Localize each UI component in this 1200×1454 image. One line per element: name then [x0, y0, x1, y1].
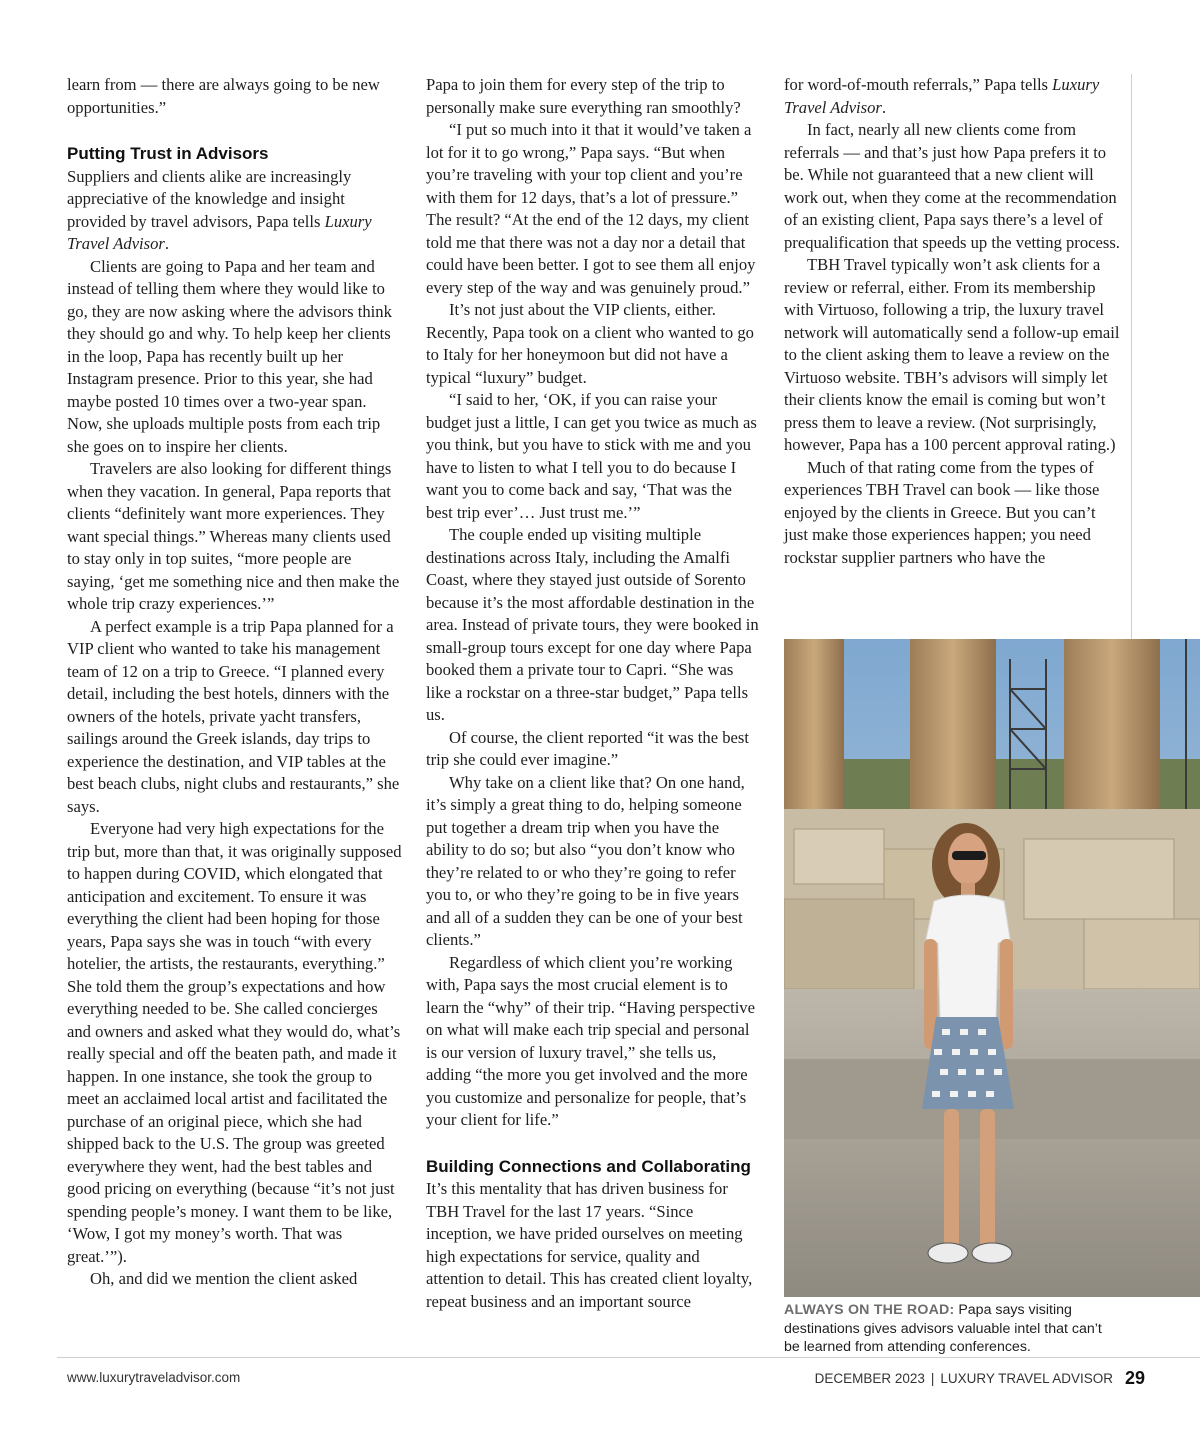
- paragraph: Clients are going to Papa and her team and instead of telling them where they would like to go, they are now asking where the advisors think they should go and why. To help keep her clients in the loop, Papa has recently built up her Instagram presence. Prior to this year, she had maybe posted 10 times over a two-year span. Now, she uploads multiple posts from each trip she goes on to inspire her clients.: [67, 256, 392, 456]
- column-divider: [1131, 74, 1132, 639]
- paragraph: In fact, nearly all new clients come from referrals — and that’s just how Papa prefers it to be. While not guaranteed that a new client will work out, when they come at the recommendation of an existing client, Papa says there’s a level of prequalification that speeds up the vetting process.: [784, 120, 1120, 252]
- paragraph: Everyone had very high expectations for the trip but, more than that, it was originally supposed to happen during COVID, which elongated that anticipation and excitement. To ensure it was everything the client had been hoping for those years, Papa says she was in touch “with every hotelier, the artists, the restaurants, everything.” She told them the group’s expectations and how everything needed to be. She called concierges and owners and asked what they would do, what’s really special and off the beaten path, and made it happen. In one instance, she took the group to meet an acclaimed local artist and facilitated the purchase of an original piece, which she had shipped back to the U.S. The group was greeted everywhere they went, had the best tables and good pricing on everything (because “it’s not just spending people’s money. I want them to be like, ‘Wow, I got my money’s worth. That was great.’”).: [67, 819, 402, 1266]
- folio-separator: |: [930, 1371, 935, 1386]
- paragraph: Travelers are also looking for different things when they vacation. In general, Papa reports that clients “definitely want more experiences. They want special things.” Whereas many clients used to stay only in top suites, “more people are saying, ‘get me something nice and then make the whole trip crazy experiences.’”: [67, 459, 400, 613]
- paragraph: It’s this mentality that has driven business for TBH Travel for the last 17 years. “Since inception, we have prided ourselves on meeting high expectations for service, quality and attention to detail. This has created client loyalty, repeat business and an important source: [426, 1179, 753, 1311]
- publication-name: Luxury Travel Advisor: [67, 211, 372, 253]
- paragraph: for word-of-mouth referrals,” Papa tells Luxury Travel Advisor.: [784, 75, 1100, 117]
- paragraph: Papa to join them for every step of the trip to personally make sure everything ran smoothly?: [426, 75, 741, 117]
- article-column-3: [784, 74, 1122, 569]
- paragraph: Why take on a client like that? On one hand, it’s simply a great thing to do, helping someone put together a dream trip when you have the ability to do so; but also “you don’t know who they’re related to or who they’re going to refer you to, or who they’re going to be in five years and all of a sudden they can be one of your best clients.”: [426, 772, 745, 949]
- section-heading: Putting Trust in Advisors: [67, 144, 269, 163]
- footer-divider: [57, 1357, 1200, 1358]
- photo-woman-at-ruins: [784, 639, 1200, 1297]
- paragraph: Of course, the client reported “it was the best trip she could ever imagine.”: [426, 727, 749, 769]
- article-column-2: [426, 74, 761, 1313]
- magazine-name: LUXURY TRAVEL ADVISOR: [940, 1371, 1113, 1386]
- article-column-1: [67, 74, 402, 1291]
- page-number: 29: [1124, 1368, 1145, 1388]
- footer-folio: [815, 1366, 1145, 1390]
- caption-text: Papa says visiting destinations gives advisors valuable intel that can’t be learned from attending conferences.: [784, 1302, 1102, 1355]
- publication-name: Luxury Travel Advisor: [784, 75, 1100, 117]
- footer-url: www.luxurytraveladvisor.com: [67, 1370, 241, 1385]
- paragraph: Regardless of which client you’re working with, Papa says the most crucial element is to learn the “why” of their trip. “Having perspective on what will make each trip special and personal is our version of luxury travel,” she tells us, adding “the more you get involved and the more you customize and personalize for people, that’s your client for life.”: [426, 952, 755, 1129]
- section-heading: Building Connections and Collaborating: [426, 1156, 751, 1176]
- paragraph: TBH Travel typically won’t ask clients for a review or referral, either. From its membership with Virtuoso, following a trip, the luxury travel network will automatically send a follow-up email to the client asking them to leave a review on the Virtuoso website. TBH’s advisors will simply let their clients know the email is coming but won’t press them to leave a review. (Not surprisingly, however, Papa has a 100 percent approval rating.): [784, 255, 1120, 454]
- issue-date: DECEMBER 2023: [814, 1371, 925, 1386]
- paragraph: “I put so much into it that it would’ve taken a lot for it to go wrong,” Papa says. “But when you’re traveling with your top client and you’re with them for 12 days, that’s a lot of pressure.” The result? “At the end of the 12 days, my client told me that there was not a day nor a detail that could have been better. I got to see them all enjoy every step of the way and was genuinely proud.”: [426, 120, 756, 297]
- caption-lead: ALWAYS ON THE ROAD:: [784, 1302, 955, 1318]
- paragraph: learn from — there are always going to be new opportunities.”: [67, 75, 380, 117]
- paragraph: Much of that rating come from the types of experiences TBH Travel can book — like those enjoyed by the clients in Greece. But you can’t just make those experiences happen; you need rockstar supplier partners who have the: [784, 457, 1100, 567]
- paragraph: The couple ended up visiting multiple destinations across Italy, including the Amalfi Coast, where they stayed just outside of Sorento because it’s the most affordable destination in the area. Instead of private tours, they were booked in small-group tours except for one day where Papa booked them a private tour to Capri. “She was like a rockstar on a three-star budget,” Papa tells us.: [426, 525, 759, 724]
- paragraph: A perfect example is a trip Papa planned for a VIP client who wanted to take his management team of 12 on a trip to Greece. “I planned every detail, including the best hotels, dinners with the owners of the hotels, private yacht transfers, sailings around the Greek islands, day trips to experience the destination, and VIP tables at the best beach clubs, night clubs and restaurants,” she says.: [67, 616, 400, 816]
- paragraph: Suppliers and clients alike are increasingly appreciative of the knowledge and insight provided by travel advisors, Papa tells Luxury Travel Advisor.: [67, 166, 372, 253]
- photo-caption: [784, 1301, 1114, 1357]
- paragraph: Oh, and did we mention the client asked: [90, 1269, 358, 1288]
- paragraph: It’s not just about the VIP clients, either. Recently, Papa took on a client who wanted to go to Italy for her honeymoon but did not have a typical “luxury” budget.: [426, 300, 754, 387]
- paragraph: “I said to her, ‘OK, if you can raise your budget just a little, I can get you twice as much as you think, but you have to stick with me and you have to listen to what I tell you to do because I want you to come back and say, ‘That was the best trip ever’… Just trust me.’”: [426, 390, 757, 522]
